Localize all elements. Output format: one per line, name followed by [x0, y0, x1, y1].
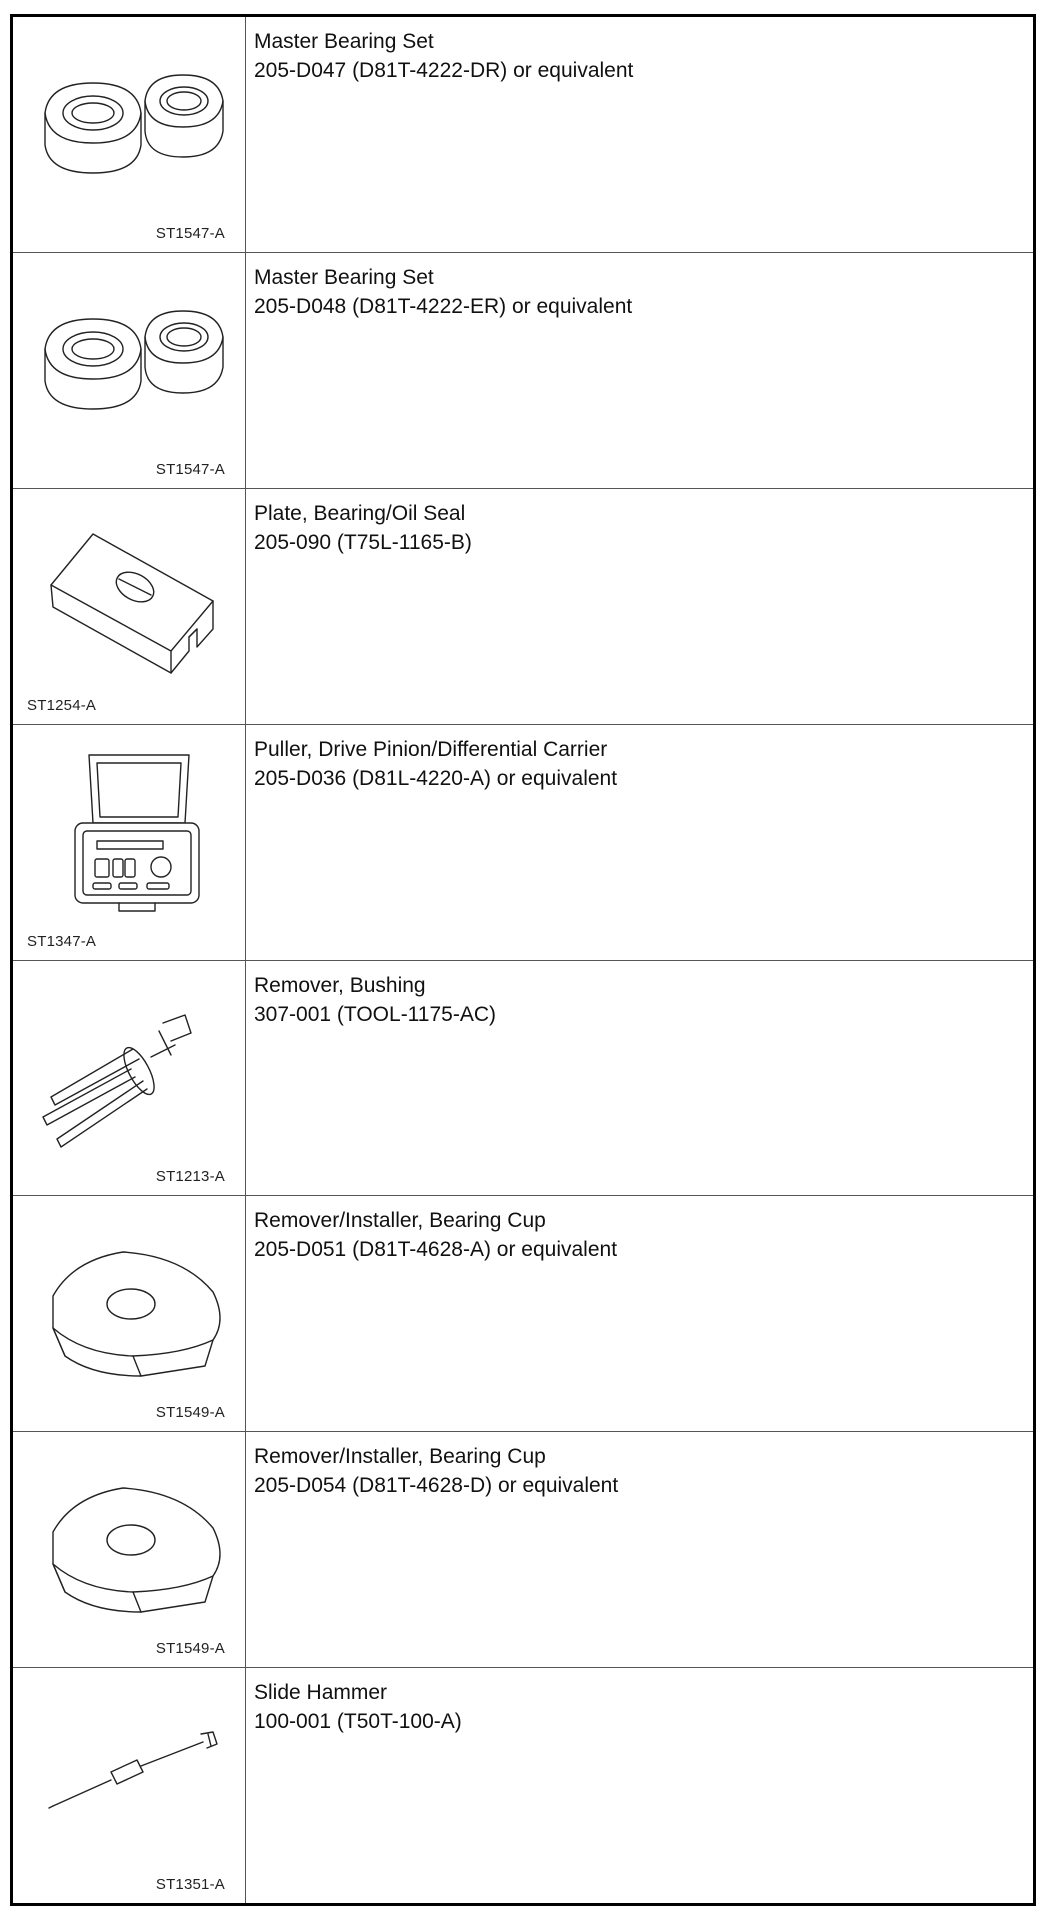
tool-number: 307-001 (TOOL-1175-AC): [254, 1002, 497, 1026]
table-row: [13, 960, 1033, 1196]
illustration-code: ST1549-A: [155, 1404, 225, 1422]
bearing-cup-block-icon: [13, 1196, 245, 1426]
tool-number: 205-D036 (D81L-4220-A) or equivalent: [254, 766, 618, 790]
illustration-cell: [13, 1432, 246, 1667]
description-cell: [246, 489, 1033, 724]
tool-name: Remover/Installer, Bearing Cup: [254, 1445, 546, 1469]
bearing-cup-block-icon: [13, 1432, 245, 1662]
table-row: [13, 252, 1033, 488]
tool-name: Master Bearing Set: [254, 265, 434, 289]
tool-name: Puller, Drive Pinion/Differential Carrier: [254, 737, 608, 761]
description-cell: [246, 253, 1033, 488]
table-row: [13, 1195, 1033, 1431]
illustration-code: ST1254-A: [27, 696, 97, 714]
illustration-cell: [13, 1668, 246, 1903]
illustration-code: ST1213-A: [155, 1168, 225, 1186]
illustration-cell: [13, 1196, 246, 1431]
illustration-cell: [13, 725, 246, 960]
description-cell: [246, 961, 1033, 1196]
illustration-code: ST1347-A: [27, 932, 97, 950]
bearing-set-icon: [13, 253, 245, 483]
table-row: [13, 724, 1033, 960]
description-cell: [246, 1432, 1033, 1667]
tool-number: 205-D054 (D81T-4628-D) or equivalent: [254, 1474, 619, 1498]
bushing-remover-icon: [13, 961, 245, 1191]
illustration-code: ST1547-A: [155, 224, 225, 242]
special-tools-table: [10, 14, 1036, 1906]
tool-name: Slide Hammer: [254, 1681, 388, 1705]
illustration-code: ST1547-A: [155, 460, 225, 478]
table-row: [13, 488, 1033, 724]
tool-number: 205-D047 (D81T-4222-DR) or equivalent: [254, 59, 634, 82]
table-row: [13, 17, 1033, 252]
tool-number: 205-D048 (D81T-4222-ER) or equivalent: [254, 294, 633, 318]
tool-case-icon: [13, 725, 245, 955]
table-row: [13, 1431, 1033, 1667]
table-row: [13, 1667, 1033, 1903]
tool-name: Remover, Bushing: [254, 973, 426, 997]
bearing-set-icon: [13, 17, 245, 247]
tool-name: Plate, Bearing/Oil Seal: [254, 501, 466, 525]
tool-number: 100-001 (T50T-100-A): [254, 1710, 462, 1734]
description-cell: [246, 1668, 1033, 1903]
slide-hammer-icon: [13, 1668, 245, 1898]
tool-name: Master Bearing Set: [254, 30, 434, 53]
tool-number: 205-D051 (D81T-4628-A) or equivalent: [254, 1238, 618, 1262]
description-cell: [246, 1196, 1033, 1431]
plate-icon: [13, 489, 245, 719]
illustration-cell: [13, 489, 246, 724]
illustration-cell: [13, 961, 246, 1196]
description-cell: [246, 17, 1033, 252]
illustration-cell: [13, 253, 246, 488]
tool-number: 205-090 (T75L-1165-B): [254, 530, 472, 554]
illustration-code: ST1549-A: [155, 1640, 225, 1658]
tool-name: Remover/Installer, Bearing Cup: [254, 1209, 546, 1233]
illustration-code: ST1351-A: [155, 1876, 225, 1893]
description-cell: [246, 725, 1033, 960]
illustration-cell: [13, 17, 246, 252]
